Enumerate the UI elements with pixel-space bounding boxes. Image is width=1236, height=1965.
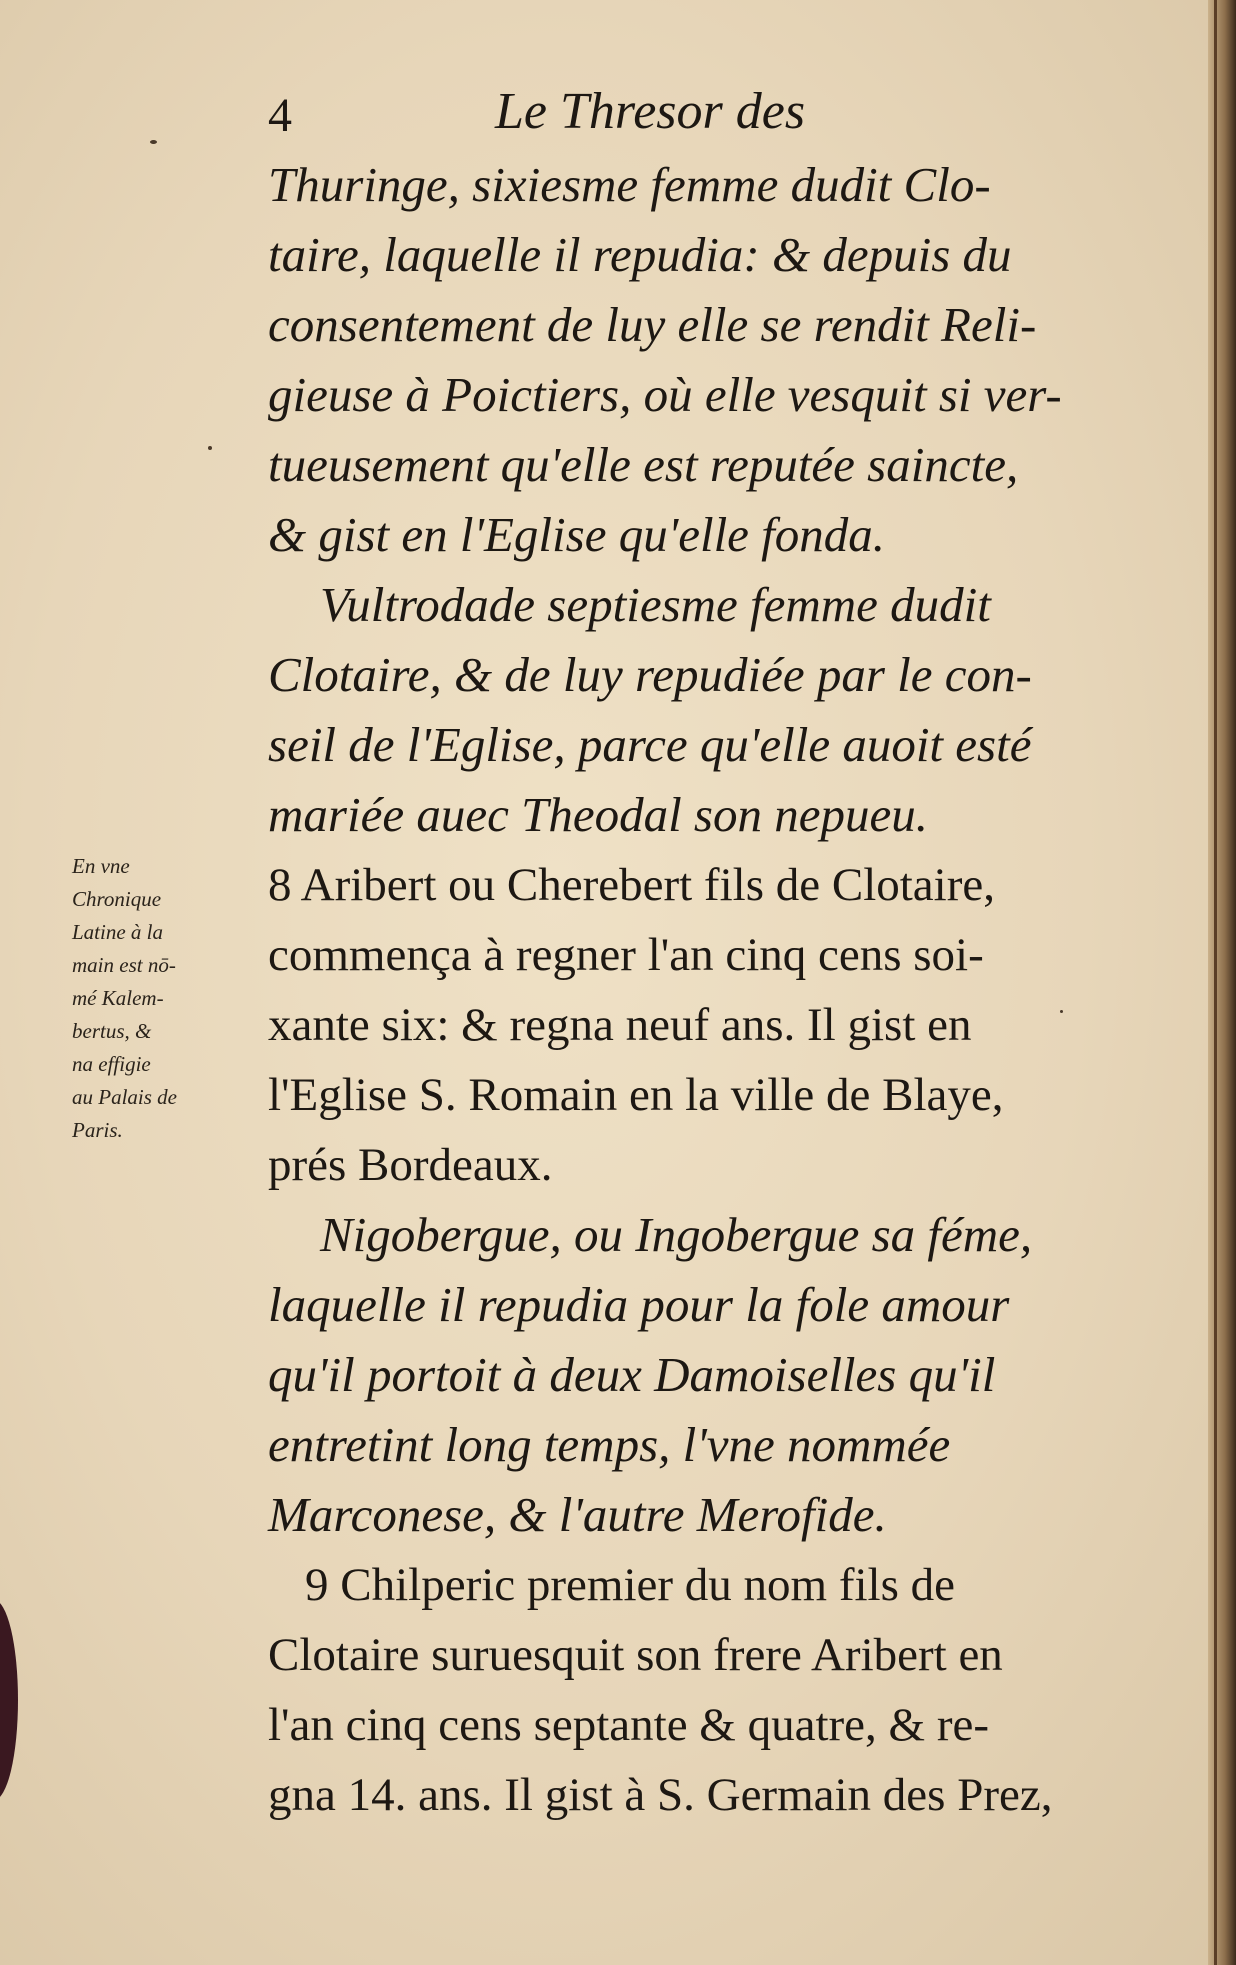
text-line: tueusement qu'elle est reputée saincte,: [268, 437, 1019, 492]
text-line: gna 14. ans. Il gist à S. Germain des Prez,: [268, 1769, 1053, 1821]
text-line: taire, laquelle il repudia: & depuis du: [268, 227, 1012, 282]
margin-note-line: mé Kalem-: [72, 986, 164, 1010]
margin-note-line: na effigie: [72, 1052, 151, 1076]
text-line: Clotaire suruesquit son frere Aribert en: [268, 1629, 1003, 1681]
page-number: 4: [268, 89, 292, 142]
margin-note-line: main est nō-: [72, 953, 176, 977]
ink-speck: [1060, 1010, 1063, 1013]
text-line: Vultrodade septiesme femme dudit: [320, 577, 991, 632]
margin-note: [72, 850, 262, 1147]
text-line: mariée auec Theodal son nepueu.: [268, 787, 928, 842]
text-line: l'Eglise S. Romain en la ville de Blaye,: [268, 1069, 1004, 1121]
ink-speck: [208, 446, 212, 450]
text-line: Thuringe, sixiesme femme dudit Clo-: [268, 157, 991, 212]
text-line: prés Bordeaux.: [268, 1139, 553, 1191]
text-line: qu'il portoit à deux Damoiselles qu'il: [268, 1347, 996, 1402]
text-line: 9 Chilperic premier du nom fils de: [305, 1559, 956, 1611]
text-line: gieuse à Poictiers, où elle vesquit si ver-: [268, 367, 1062, 422]
text-line: consentement de luy elle se rendit Reli-: [268, 297, 1037, 352]
text-line: commença à regner l'an cinq cens soi-: [268, 929, 984, 981]
corner-stain: [0, 1600, 18, 1800]
margin-note-line: Paris.: [72, 1118, 123, 1142]
margin-note-line: Latine à la: [72, 920, 164, 944]
text-line: l'an cinq cens septante & quatre, & re-: [268, 1699, 990, 1751]
page-header: [0, 78, 1236, 158]
text-line: entretint long temps, l'vne nommée: [268, 1417, 951, 1472]
text-line: seil de l'Eglise, parce qu'elle auoit esté: [268, 717, 1032, 772]
running-title: Le Thresor des: [495, 83, 806, 140]
text-line: laquelle il repudia pour la fole amour: [268, 1277, 1010, 1332]
page-edge-shadow: [1208, 0, 1236, 1965]
margin-note-line: bertus, &: [72, 1019, 152, 1043]
text-line: xante six: & regna neuf ans. Il gist en: [268, 999, 972, 1051]
text-line: & gist en l'Eglise qu'elle fonda.: [268, 507, 886, 562]
text-line: Marconese, & l'autre Merofide.: [268, 1487, 887, 1542]
text-line: 8 Aribert ou Cherebert fils de Clotaire,: [268, 859, 995, 911]
margin-note-line: En vne: [72, 854, 130, 878]
margin-note-line: Chronique: [72, 887, 162, 911]
binding-edge: [1214, 0, 1217, 1965]
text-line: Nigobergue, ou Ingobergue sa féme,: [320, 1207, 1033, 1262]
margin-note-line: au Palais de: [72, 1085, 177, 1109]
text-line: Clotaire, & de luy repudiée par le con-: [268, 647, 1032, 702]
